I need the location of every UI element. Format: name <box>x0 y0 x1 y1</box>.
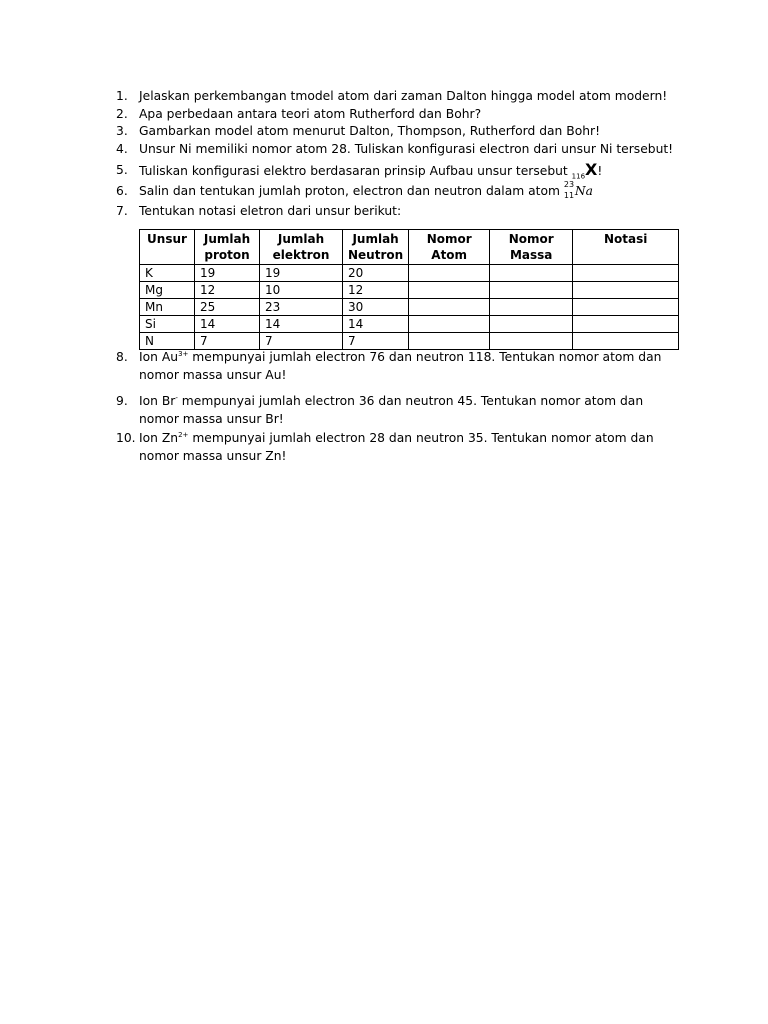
question-text: Tentukan notasi eletron dari unsur berikut: <box>139 204 402 218</box>
ion-charge: - <box>175 393 178 402</box>
cell-notasi <box>573 282 679 299</box>
cell-neutron: 14 <box>343 316 409 333</box>
cell-proton: 19 <box>195 265 260 282</box>
element-symbol: Na <box>574 184 593 198</box>
question-text <box>139 348 679 384</box>
cell-proton: 14 <box>195 316 260 333</box>
cell-neutron: 30 <box>343 299 409 316</box>
column-header-notasi: Notasi <box>573 230 679 265</box>
cell-nomor-massa <box>490 333 573 350</box>
ion-name: Ion Zn <box>139 431 179 445</box>
cell-nomor-atom <box>409 282 490 299</box>
table-row <box>140 265 679 282</box>
table-row <box>140 333 679 350</box>
column-header-jumlah-neutron: Jumlah Neutron <box>343 230 409 265</box>
cell-elektron: 10 <box>260 282 343 299</box>
cell-unsur: K <box>140 265 195 282</box>
table-header-row <box>140 230 679 265</box>
question-number: 3. <box>116 124 128 138</box>
nuclide-notation <box>564 182 594 200</box>
atomic-number: 11 <box>563 191 575 200</box>
cell-notasi <box>573 299 679 316</box>
column-header-jumlah-proton: Jumlah proton <box>195 230 260 265</box>
cell-nomor-atom <box>409 333 490 350</box>
question-number: 4. <box>116 142 128 156</box>
cell-nomor-atom <box>409 265 490 282</box>
element-symbol: X <box>585 160 598 179</box>
cell-nomor-massa <box>490 316 573 333</box>
cell-notasi <box>573 316 679 333</box>
cell-notasi <box>573 265 679 282</box>
atomic-number: 116 <box>571 172 586 181</box>
cell-notasi <box>573 333 679 350</box>
cell-proton: 7 <box>195 333 260 350</box>
question-text <box>139 182 679 200</box>
question-text-body: Salin dan tentukan jumlah proton, electron dan neutron dalam atom <box>139 184 564 198</box>
column-header-unsur: Unsur <box>140 230 195 265</box>
cell-proton: 12 <box>195 282 260 299</box>
question-text-body: Tuliskan konfigurasi elektro berdasaran prinsip Aufbau unsur tersebut <box>139 164 572 178</box>
question-text <box>139 392 679 428</box>
table-row <box>140 282 679 299</box>
cell-elektron: 7 <box>260 333 343 350</box>
question-text: Gambarkan model atom menurut Dalton, Thompson, Rutherford dan Bohr! <box>139 124 601 138</box>
question-text: Apa perbedaan antara teori atom Rutherford dan Bohr? <box>139 107 482 121</box>
ion-name: Ion Br <box>139 394 176 408</box>
question-number: 1. <box>116 89 128 103</box>
cell-unsur: Si <box>140 316 195 333</box>
cell-nomor-atom <box>409 299 490 316</box>
cell-nomor-massa <box>490 299 573 316</box>
table-row <box>140 299 679 316</box>
cell-proton: 25 <box>195 299 260 316</box>
question-text: Jelaskan perkembangan tmodel atom dari zaman Dalton hingga model atom modern! <box>139 89 668 103</box>
question-number: 6. <box>116 184 128 198</box>
question-number: 9. <box>116 394 128 408</box>
ion-charge: 2+ <box>178 430 189 439</box>
question-text-body: mempunyai jumlah electron 36 dan neutron 45. Tentukan nomor atom dan nomor massa unsur Br! <box>139 394 644 426</box>
cell-elektron: 19 <box>260 265 343 282</box>
cell-nomor-massa <box>490 265 573 282</box>
cell-unsur: Mg <box>140 282 195 299</box>
question-text-body: mempunyai jumlah electron 76 dan neutron 118. Tentukan nomor atom dan nomor massa unsur Au! <box>139 350 662 382</box>
mass-number: 23 <box>563 180 575 189</box>
question-number: 7. <box>116 204 128 218</box>
question-text <box>139 161 679 180</box>
cell-neutron: 7 <box>343 333 409 350</box>
cell-elektron: 14 <box>260 316 343 333</box>
cell-unsur: N <box>140 333 195 350</box>
column-header-nomor-massa: Nomor Massa <box>490 230 573 265</box>
question-number: 10. <box>116 431 136 445</box>
ion-name: Ion Au <box>139 350 179 364</box>
element-table <box>139 229 679 350</box>
question-number: 8. <box>116 350 128 364</box>
cell-nomor-massa <box>490 282 573 299</box>
cell-neutron: 12 <box>343 282 409 299</box>
cell-unsur: Mn <box>140 299 195 316</box>
question-text <box>139 429 679 465</box>
cell-nomor-atom <box>409 316 490 333</box>
question-number: 5. <box>116 163 128 177</box>
column-header-jumlah-elektron: Jumlah elektron <box>260 230 343 265</box>
question-number: 2. <box>116 107 128 121</box>
cell-neutron: 20 <box>343 265 409 282</box>
question-text: Unsur Ni memiliki nomor atom 28. Tuliskan konfigurasi electron dari unsur Ni tersebut! <box>139 142 674 156</box>
question-text-end: ! <box>597 164 603 178</box>
question-text-body: mempunyai jumlah electron 28 dan neutron 35. Tentukan nomor atom dan nomor massa unsur Zn! <box>139 431 654 463</box>
ion-charge: 3+ <box>178 349 189 358</box>
column-header-nomor-atom: Nomor Atom <box>409 230 490 265</box>
cell-elektron: 23 <box>260 299 343 316</box>
table-row <box>140 316 679 333</box>
